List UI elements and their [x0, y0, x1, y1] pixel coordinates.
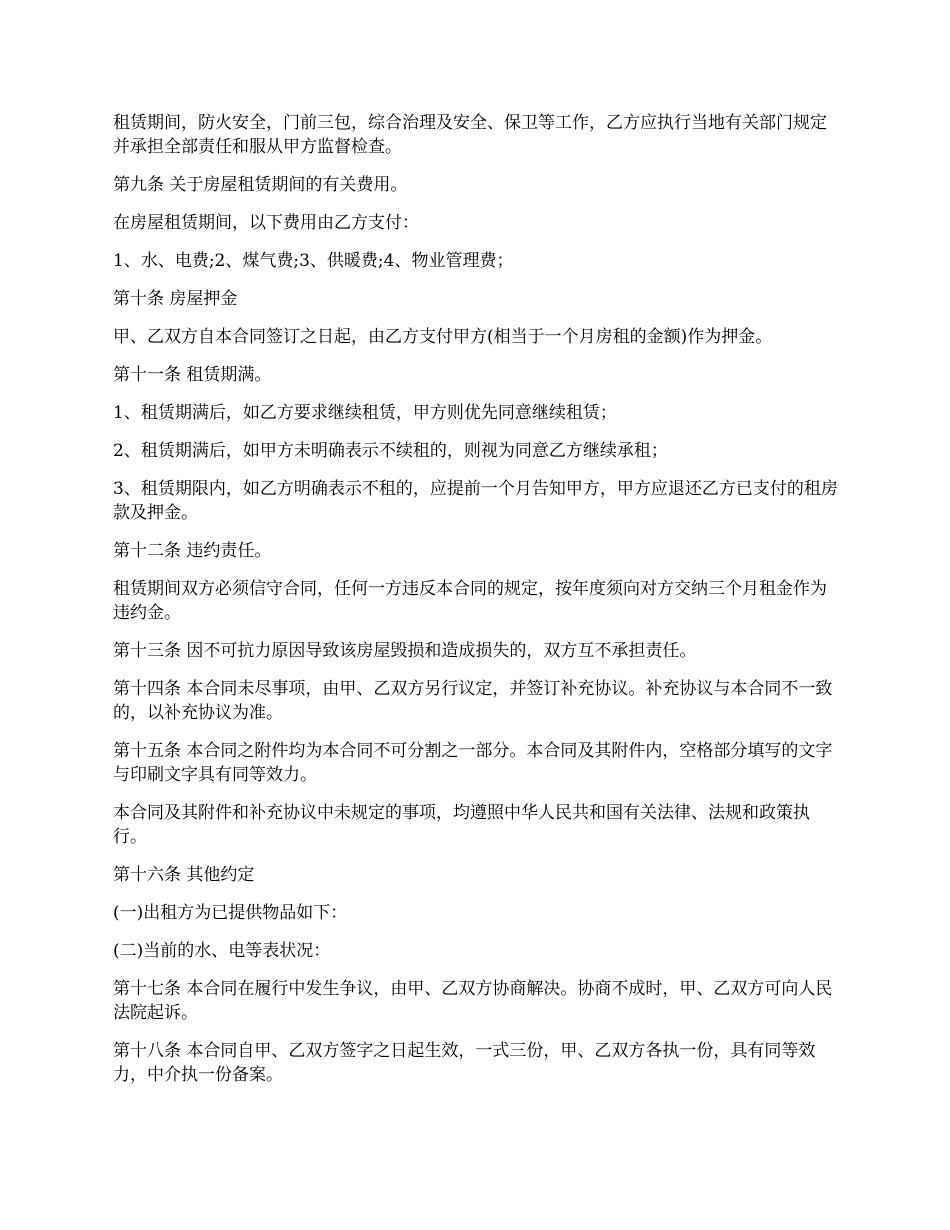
paragraph-expiry-item-1: 1、租赁期满后，如乙方要求继续租赁，甲方则优先同意继续租赁； — [113, 403, 617, 423]
clause-9-heading: 第九条 关于房屋租赁期间的有关费用。 — [113, 175, 408, 195]
clause-10-heading: 第十条 房屋押金 — [113, 289, 238, 309]
clause-12-heading: 第十二条 违约责任。 — [113, 541, 272, 561]
document-body — [113, 111, 843, 1101]
paragraph-deposit: 甲、乙双方自本合同签订之日起，由乙方支付甲方(相当于一个月房租的金额)作为押金。 — [113, 327, 773, 347]
clause-13: 第十三条 因不可抗力原因导致该房屋毁损和造成损失的，双方互不承担责任。 — [113, 641, 697, 661]
paragraph-expiry-item-2: 2、租赁期满后，如甲方未明确表示不续租的，则视为同意乙方继续承租； — [113, 441, 668, 461]
paragraph-fees-list: 1、水、电费;2、煤气费;3、供暖费;4、物业管理费； — [113, 251, 514, 271]
paragraph-applicable-law: 本合同及其附件和补充协议中未规定的事项，均遵照中华人民共和国有关法律、法规和政策执行。 — [113, 803, 810, 847]
clause-15: 第十五条 本合同之附件均为本合同不可分割之一部分。本合同及其附件内，空格部分填写的文字与印刷文字具有同等效力。 — [113, 741, 833, 785]
paragraph-provided-items: (一)出租方为已提供物品如下： — [113, 903, 348, 923]
clause-16-heading: 第十六条 其他约定 — [113, 865, 255, 885]
clause-11-heading: 第十一条 租赁期满。 — [113, 365, 272, 385]
paragraph-safety-responsibility: 租赁期间，防火安全，门前三包，综合治理及安全、保卫等工作，乙方应执行当地有关部门规定并承担全部责任和服从甲方监督检查。 — [113, 113, 827, 157]
paragraph-meter-status: (二)当前的水、电等表状况： — [113, 941, 331, 961]
paragraph-breach-penalty: 租赁期间双方必须信守合同，任何一方违反本合同的规定，按年度须向对方交纳三个月租金作为违约金。 — [113, 579, 827, 623]
clause-14: 第十四条 本合同未尽事项，由甲、乙双方另行议定，并签订补充协议。补充协议与本合同不一致的，以补充协议为准。 — [113, 679, 833, 723]
clause-17: 第十七条 本合同在履行中发生争议，由甲、乙双方协商解决。协商不成时，甲、乙双方可向人民法院起诉。 — [113, 979, 833, 1023]
clause-18: 第十八条 本合同自甲、乙双方签字之日起生效，一式三份，甲、乙双方各执一份，具有同等效力，中介执一份备案。 — [113, 1041, 816, 1085]
paragraph-expiry-item-3: 3、租赁期限内，如乙方明确表示不租的，应提前一个月告知甲方，甲方应退还乙方已支付的租房款及押金。 — [113, 479, 838, 523]
paragraph-fees-intro: 在房屋租赁期间，以下费用由乙方支付： — [113, 213, 419, 233]
